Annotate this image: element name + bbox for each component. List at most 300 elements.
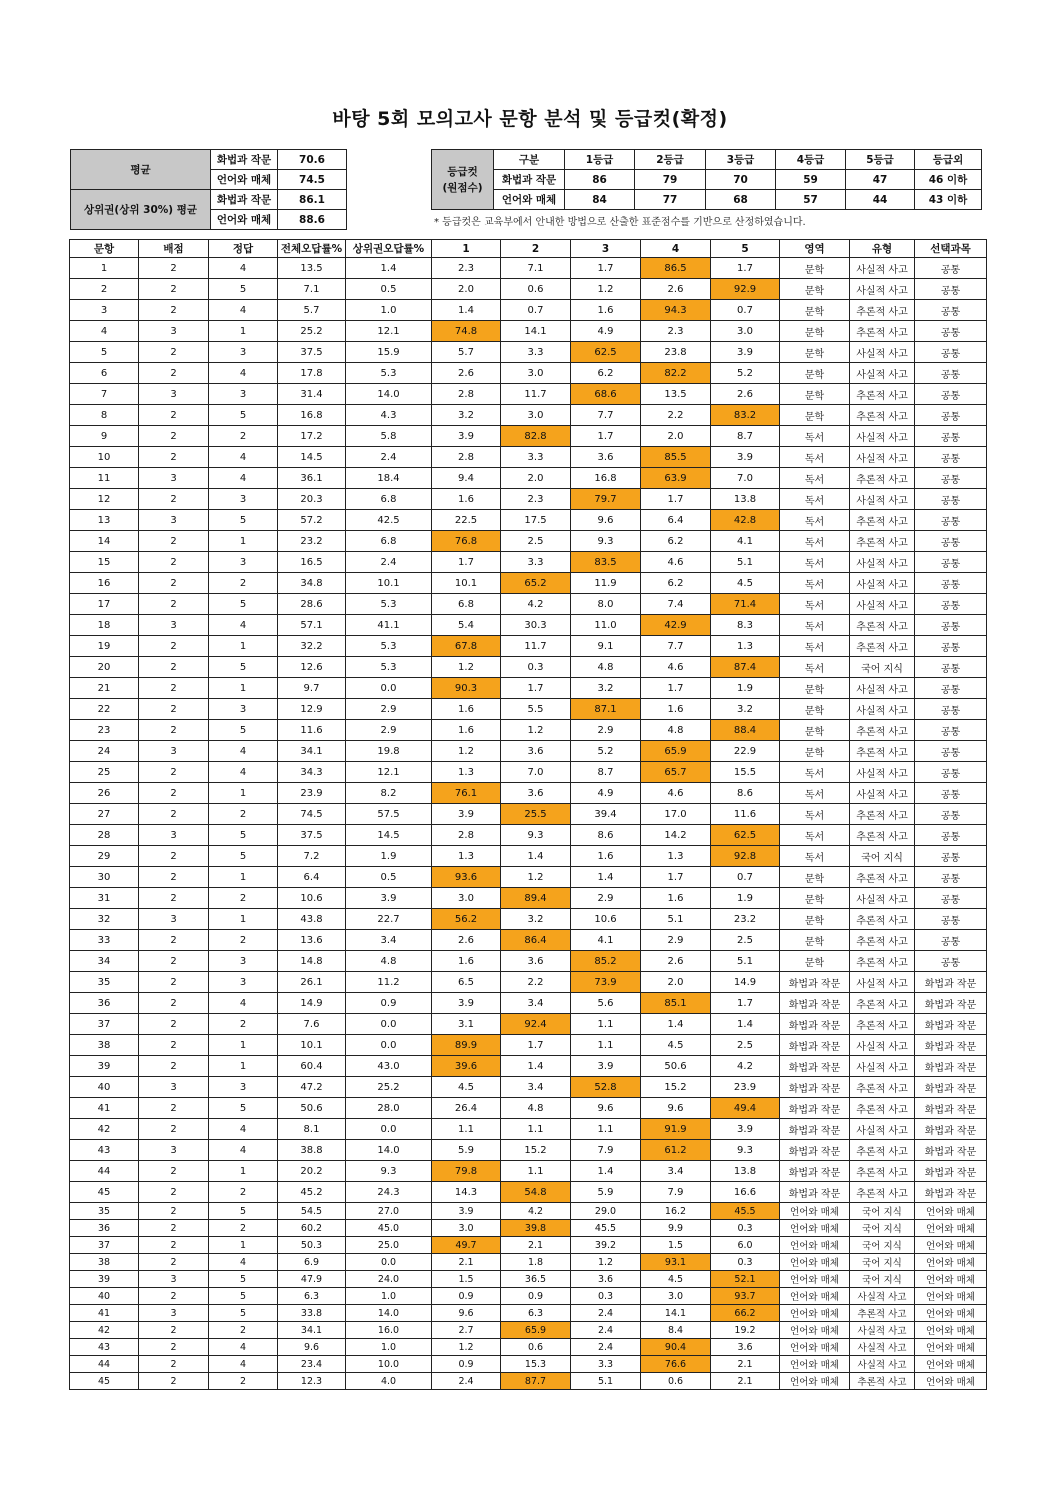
table-cell: 문학 [780, 699, 850, 720]
table-cell: 8.7 [571, 762, 641, 783]
table-cell: 10.0 [346, 1356, 432, 1373]
correct-answer-rate-cell: 74.8 [432, 321, 501, 342]
table-cell: 사실적 사고 [850, 699, 915, 720]
table-cell: 독서 [780, 531, 850, 552]
grade-cut-header: 4등급 [776, 150, 846, 170]
table-cell: 0.7 [711, 867, 780, 888]
table-cell: 6.9 [278, 1254, 346, 1271]
top-average-subject: 언어와 매체 [211, 210, 278, 230]
table-row [70, 636, 987, 657]
correct-answer-rate-cell: 45.5 [711, 1203, 780, 1220]
table-cell: 문학 [780, 678, 850, 699]
table-cell: 5 [209, 720, 278, 741]
table-cell: 문학 [780, 384, 850, 405]
table-cell: 6.3 [278, 1288, 346, 1305]
table-cell: 2 [139, 888, 209, 909]
grade-cut-subject: 언어와 매체 [494, 190, 565, 210]
table-cell: 0.6 [501, 1339, 571, 1356]
table-row [70, 1119, 987, 1140]
table-cell: 9.1 [571, 636, 641, 657]
table-cell: 1.6 [641, 888, 711, 909]
table-cell: 0.9 [432, 1356, 501, 1373]
correct-answer-rate-cell: 82.2 [641, 363, 711, 384]
table-cell: 0.6 [501, 279, 571, 300]
table-cell: 공통 [915, 342, 987, 363]
table-cell: 5.6 [571, 993, 641, 1014]
correct-answer-rate-cell: 66.2 [711, 1305, 780, 1322]
table-cell: 23.9 [711, 1077, 780, 1098]
table-cell: 0.9 [501, 1288, 571, 1305]
column-header: 선택과목 [915, 240, 987, 258]
table-row [70, 552, 987, 573]
table-cell: 4 [70, 321, 139, 342]
table-cell: 36.1 [278, 468, 346, 489]
table-cell: 22.5 [432, 510, 501, 531]
table-cell: 9.3 [711, 1140, 780, 1161]
table-cell: 2.6 [641, 951, 711, 972]
table-cell: 5 [209, 1098, 278, 1119]
table-cell: 독서 [780, 594, 850, 615]
table-cell: 언어와 매체 [780, 1322, 850, 1339]
table-cell: 60.2 [278, 1220, 346, 1237]
table-cell: 8.1 [278, 1119, 346, 1140]
correct-answer-rate-cell: 93.1 [641, 1254, 711, 1271]
table-cell: 추론적 사고 [850, 1161, 915, 1182]
table-cell: 3.9 [432, 1203, 501, 1220]
correct-answer-rate-cell: 92.9 [711, 279, 780, 300]
table-cell: 1.5 [432, 1271, 501, 1288]
table-row [70, 258, 987, 279]
table-cell: 공통 [915, 867, 987, 888]
table-cell: 32 [70, 909, 139, 930]
table-cell: 2 [139, 489, 209, 510]
table-cell: 8.2 [346, 783, 432, 804]
correct-answer-rate-cell: 85.1 [641, 993, 711, 1014]
table-cell: 6.4 [278, 867, 346, 888]
table-header-row [70, 240, 987, 258]
table-cell: 독서 [780, 426, 850, 447]
table-cell: 사실적 사고 [850, 258, 915, 279]
correct-answer-rate-cell: 94.3 [641, 300, 711, 321]
table-cell: 14.3 [432, 1182, 501, 1203]
table-cell: 문학 [780, 951, 850, 972]
table-row [70, 972, 987, 993]
table-cell: 추론적 사고 [850, 531, 915, 552]
table-cell: 36 [70, 993, 139, 1014]
table-cell: 3.6 [711, 1339, 780, 1356]
table-cell: 4 [209, 447, 278, 468]
table-cell: 44 [70, 1161, 139, 1182]
table-cell: 추론적 사고 [850, 741, 915, 762]
table-cell: 1.3 [711, 636, 780, 657]
correct-answer-rate-cell: 86.5 [641, 258, 711, 279]
table-cell: 0.3 [501, 657, 571, 678]
table-cell: 9.7 [278, 678, 346, 699]
table-cell: 화법과 작문 [780, 1161, 850, 1182]
table-cell: 사실적 사고 [850, 762, 915, 783]
table-cell: 독서 [780, 510, 850, 531]
table-cell: 14.0 [346, 384, 432, 405]
table-cell: 38 [70, 1254, 139, 1271]
table-cell: 언어와 매체 [915, 1356, 987, 1373]
table-cell: 5 [209, 279, 278, 300]
table-cell: 추론적 사고 [850, 930, 915, 951]
table-cell: 7.1 [278, 279, 346, 300]
table-cell: 2 [139, 1220, 209, 1237]
table-row [70, 1254, 987, 1271]
table-cell: 2.0 [501, 468, 571, 489]
correct-answer-rate-cell: 87.1 [571, 699, 641, 720]
table-cell: 23 [70, 720, 139, 741]
table-cell: 10.1 [346, 573, 432, 594]
table-cell: 2 [139, 783, 209, 804]
table-cell: 공통 [915, 405, 987, 426]
table-cell: 2 [139, 1288, 209, 1305]
table-cell: 화법과 작문 [915, 1077, 987, 1098]
table-cell: 1.7 [711, 258, 780, 279]
table-cell: 5.2 [711, 363, 780, 384]
table-cell: 43.0 [346, 1056, 432, 1077]
table-cell: 34.1 [278, 1322, 346, 1339]
table-cell: 6.2 [571, 363, 641, 384]
table-cell: 공통 [915, 258, 987, 279]
top-average-value: 88.6 [278, 210, 347, 230]
table-cell: 1.8 [501, 1254, 571, 1271]
table-cell: 25 [70, 762, 139, 783]
table-cell: 2.1 [711, 1373, 780, 1390]
table-cell: 27 [70, 804, 139, 825]
table-cell: 3.3 [501, 552, 571, 573]
table-cell: 4 [209, 258, 278, 279]
table-cell: 30 [70, 867, 139, 888]
table-cell: 문학 [780, 888, 850, 909]
table-cell: 언어와 매체 [780, 1339, 850, 1356]
table-cell: 7.1 [501, 258, 571, 279]
table-cell: 14.1 [501, 321, 571, 342]
table-cell: 60.4 [278, 1056, 346, 1077]
table-cell: 3 [209, 384, 278, 405]
table-cell: 2.1 [432, 1254, 501, 1271]
table-cell: 1 [209, 783, 278, 804]
table-cell: 39.4 [571, 804, 641, 825]
table-row [70, 825, 987, 846]
table-cell: 34.3 [278, 762, 346, 783]
table-cell: 2.2 [501, 972, 571, 993]
table-row [70, 867, 987, 888]
grade-cut-header: 2등급 [635, 150, 706, 170]
table-cell: 16.8 [571, 468, 641, 489]
table-cell: 6.3 [501, 1305, 571, 1322]
table-cell: 33.8 [278, 1305, 346, 1322]
grade-cut-header: 1등급 [565, 150, 635, 170]
table-row [70, 657, 987, 678]
table-cell: 3.0 [432, 1220, 501, 1237]
table-cell: 2 [139, 720, 209, 741]
table-cell: 언어와 매체 [780, 1373, 850, 1390]
table-cell: 1.7 [711, 993, 780, 1014]
table-cell: 사실적 사고 [850, 594, 915, 615]
table-cell: 공통 [915, 825, 987, 846]
table-cell: 4.5 [641, 1035, 711, 1056]
table-cell: 공통 [915, 888, 987, 909]
table-cell: 공통 [915, 657, 987, 678]
table-cell: 5 [209, 1203, 278, 1220]
correct-answer-rate-cell: 89.4 [501, 888, 571, 909]
table-cell: 34 [70, 951, 139, 972]
table-cell: 26 [70, 783, 139, 804]
table-cell: 추론적 사고 [850, 1182, 915, 1203]
table-cell: 41 [70, 1305, 139, 1322]
table-cell: 4.6 [641, 783, 711, 804]
table-cell: 1 [209, 678, 278, 699]
table-cell: 공통 [915, 321, 987, 342]
table-cell: 공통 [915, 678, 987, 699]
table-cell: 4 [209, 1119, 278, 1140]
table-cell: 2.6 [641, 279, 711, 300]
table-cell: 4.5 [711, 573, 780, 594]
table-row [70, 1373, 987, 1390]
table-cell: 9.6 [571, 1098, 641, 1119]
table-cell: 추론적 사고 [850, 951, 915, 972]
table-cell: 0.5 [346, 279, 432, 300]
table-cell: 공통 [915, 531, 987, 552]
table-cell: 공통 [915, 363, 987, 384]
table-cell: 언어와 매체 [780, 1356, 850, 1373]
table-cell: 2 [139, 1119, 209, 1140]
table-cell: 공통 [915, 762, 987, 783]
table-cell: 45 [70, 1182, 139, 1203]
table-cell: 언어와 매체 [915, 1322, 987, 1339]
table-cell: 공통 [915, 720, 987, 741]
table-cell: 화법과 작문 [780, 972, 850, 993]
table-cell: 5.2 [571, 741, 641, 762]
table-cell: 2 [139, 1322, 209, 1339]
table-cell: 16.6 [711, 1182, 780, 1203]
table-cell: 9.6 [278, 1339, 346, 1356]
table-row [70, 930, 987, 951]
table-cell: 28 [70, 825, 139, 846]
table-cell: 사실적 사고 [850, 573, 915, 594]
table-cell: 31 [70, 888, 139, 909]
table-cell: 18.4 [346, 468, 432, 489]
table-cell: 22.9 [711, 741, 780, 762]
table-cell: 26.4 [432, 1098, 501, 1119]
table-cell: 언어와 매체 [915, 1271, 987, 1288]
table-cell: 언어와 매체 [915, 1237, 987, 1254]
table-cell: 40 [70, 1077, 139, 1098]
table-cell: 5.9 [571, 1182, 641, 1203]
table-cell: 추론적 사고 [850, 720, 915, 741]
table-cell: 1.4 [501, 1056, 571, 1077]
table-cell: 15.2 [641, 1077, 711, 1098]
table-cell: 3.3 [501, 447, 571, 468]
table-cell: 언어와 매체 [780, 1254, 850, 1271]
table-cell: 공통 [915, 594, 987, 615]
table-cell: 3.9 [571, 1056, 641, 1077]
table-cell: 추론적 사고 [850, 1098, 915, 1119]
table-row [70, 384, 987, 405]
table-cell: 4 [209, 468, 278, 489]
table-cell: 화법과 작문 [915, 1182, 987, 1203]
table-cell: 언어와 매체 [915, 1203, 987, 1220]
table-cell: 언어와 매체 [780, 1288, 850, 1305]
table-cell: 2 [139, 531, 209, 552]
table-cell: 추론적 사고 [850, 909, 915, 930]
table-cell: 2.0 [641, 972, 711, 993]
table-cell: 27.0 [346, 1203, 432, 1220]
table-cell: 50.6 [278, 1098, 346, 1119]
grade-cut-header: 구분 [494, 150, 565, 170]
table-cell: 2.0 [641, 426, 711, 447]
average-value: 70.6 [278, 150, 347, 170]
correct-answer-rate-cell: 39.6 [432, 1056, 501, 1077]
table-cell: 사실적 사고 [850, 783, 915, 804]
top-average-subject: 화법과 작문 [211, 190, 278, 210]
table-cell: 2.1 [501, 1237, 571, 1254]
table-cell: 공통 [915, 846, 987, 867]
table-cell: 공통 [915, 615, 987, 636]
table-cell: 24.0 [346, 1271, 432, 1288]
table-cell: 14.2 [641, 825, 711, 846]
table-cell: 9.9 [641, 1220, 711, 1237]
table-cell: 2 [209, 1182, 278, 1203]
table-cell: 4.6 [641, 657, 711, 678]
table-cell: 2.2 [641, 405, 711, 426]
correct-answer-rate-cell: 90.3 [432, 678, 501, 699]
table-cell: 45.5 [571, 1220, 641, 1237]
table-cell: 57.5 [346, 804, 432, 825]
table-cell: 3.9 [711, 342, 780, 363]
table-cell: 1.4 [571, 1161, 641, 1182]
table-cell: 문학 [780, 867, 850, 888]
table-row [70, 1203, 987, 1220]
table-cell: 7.9 [571, 1140, 641, 1161]
table-cell: 2.4 [571, 1305, 641, 1322]
table-cell: 2 [139, 1098, 209, 1119]
table-cell: 2.3 [432, 258, 501, 279]
table-cell: 5.8 [346, 426, 432, 447]
table-cell: 0.3 [711, 1254, 780, 1271]
table-cell: 34.1 [278, 741, 346, 762]
table-cell: 33 [70, 930, 139, 951]
table-cell: 추론적 사고 [850, 825, 915, 846]
table-cell: 2.9 [571, 720, 641, 741]
table-row [70, 531, 987, 552]
table-cell: 54.5 [278, 1203, 346, 1220]
table-cell: 12.3 [278, 1373, 346, 1390]
table-cell: 2 [139, 1056, 209, 1077]
table-cell: 8.4 [641, 1322, 711, 1339]
table-cell: 3.3 [501, 342, 571, 363]
table-cell: 37.5 [278, 342, 346, 363]
table-cell: 언어와 매체 [915, 1305, 987, 1322]
table-cell: 1.7 [501, 1035, 571, 1056]
table-cell: 4 [209, 300, 278, 321]
correct-answer-rate-cell: 86.4 [501, 930, 571, 951]
grade-cut-cell: 68 [706, 190, 776, 210]
table-cell: 43 [70, 1140, 139, 1161]
table-cell: 4.2 [711, 1056, 780, 1077]
table-cell: 4 [209, 363, 278, 384]
table-cell: 43 [70, 1339, 139, 1356]
table-cell: 2.8 [432, 447, 501, 468]
table-cell: 20.3 [278, 489, 346, 510]
table-cell: 0.9 [346, 993, 432, 1014]
table-cell: 3.9 [711, 1119, 780, 1140]
grade-cut-cell: 57 [776, 190, 846, 210]
correct-answer-rate-cell: 83.2 [711, 405, 780, 426]
table-cell: 37 [70, 1237, 139, 1254]
table-cell: 5.1 [711, 951, 780, 972]
table-cell: 21 [70, 678, 139, 699]
table-cell: 3.0 [432, 888, 501, 909]
table-cell: 0.0 [346, 678, 432, 699]
table-cell: 1.0 [346, 1339, 432, 1356]
table-cell: 1.7 [571, 426, 641, 447]
table-cell: 8.6 [571, 825, 641, 846]
table-cell: 17 [70, 594, 139, 615]
table-cell: 독서 [780, 573, 850, 594]
table-cell: 1.9 [711, 678, 780, 699]
correct-answer-rate-cell: 79.7 [571, 489, 641, 510]
table-cell: 37.5 [278, 825, 346, 846]
table-cell: 공통 [915, 930, 987, 951]
column-header: 4 [641, 240, 711, 258]
table-cell: 사실적 사고 [850, 363, 915, 384]
table-cell: 사실적 사고 [850, 489, 915, 510]
table-cell: 3.9 [346, 888, 432, 909]
table-cell: 사실적 사고 [850, 342, 915, 363]
table-cell: 5.4 [432, 615, 501, 636]
table-cell: 3.9 [432, 426, 501, 447]
table-cell: 5 [209, 657, 278, 678]
correct-answer-rate-cell: 52.8 [571, 1077, 641, 1098]
table-cell: 13.6 [278, 930, 346, 951]
correct-answer-rate-cell: 79.8 [432, 1161, 501, 1182]
table-cell: 4.5 [432, 1077, 501, 1098]
table-cell: 32.2 [278, 636, 346, 657]
table-cell: 8 [70, 405, 139, 426]
table-cell: 1.4 [346, 258, 432, 279]
table-cell: 16.8 [278, 405, 346, 426]
table-cell: 2 [139, 930, 209, 951]
average-table [70, 149, 347, 230]
correct-answer-rate-cell: 87.4 [711, 657, 780, 678]
table-cell: 47.2 [278, 1077, 346, 1098]
column-header: 배점 [139, 240, 209, 258]
table-cell: 3.2 [432, 405, 501, 426]
table-cell: 45 [70, 1373, 139, 1390]
table-row [70, 783, 987, 804]
table-cell: 34.8 [278, 573, 346, 594]
table-cell: 2.6 [432, 363, 501, 384]
column-header: 영역 [780, 240, 850, 258]
table-cell: 14.0 [346, 1140, 432, 1161]
top-average-value: 86.1 [278, 190, 347, 210]
correct-answer-rate-cell: 61.2 [641, 1140, 711, 1161]
table-cell: 12.1 [346, 321, 432, 342]
table-cell: 1.2 [571, 1254, 641, 1271]
table-cell: 1.1 [571, 1119, 641, 1140]
table-cell: 2 [139, 342, 209, 363]
table-cell: 14.1 [641, 1305, 711, 1322]
correct-answer-rate-cell: 49.7 [432, 1237, 501, 1254]
grade-cut-cell: 77 [635, 190, 706, 210]
table-cell: 1 [209, 1056, 278, 1077]
table-cell: 1.4 [641, 1014, 711, 1035]
correct-answer-rate-cell: 76.1 [432, 783, 501, 804]
table-row [70, 1305, 987, 1322]
